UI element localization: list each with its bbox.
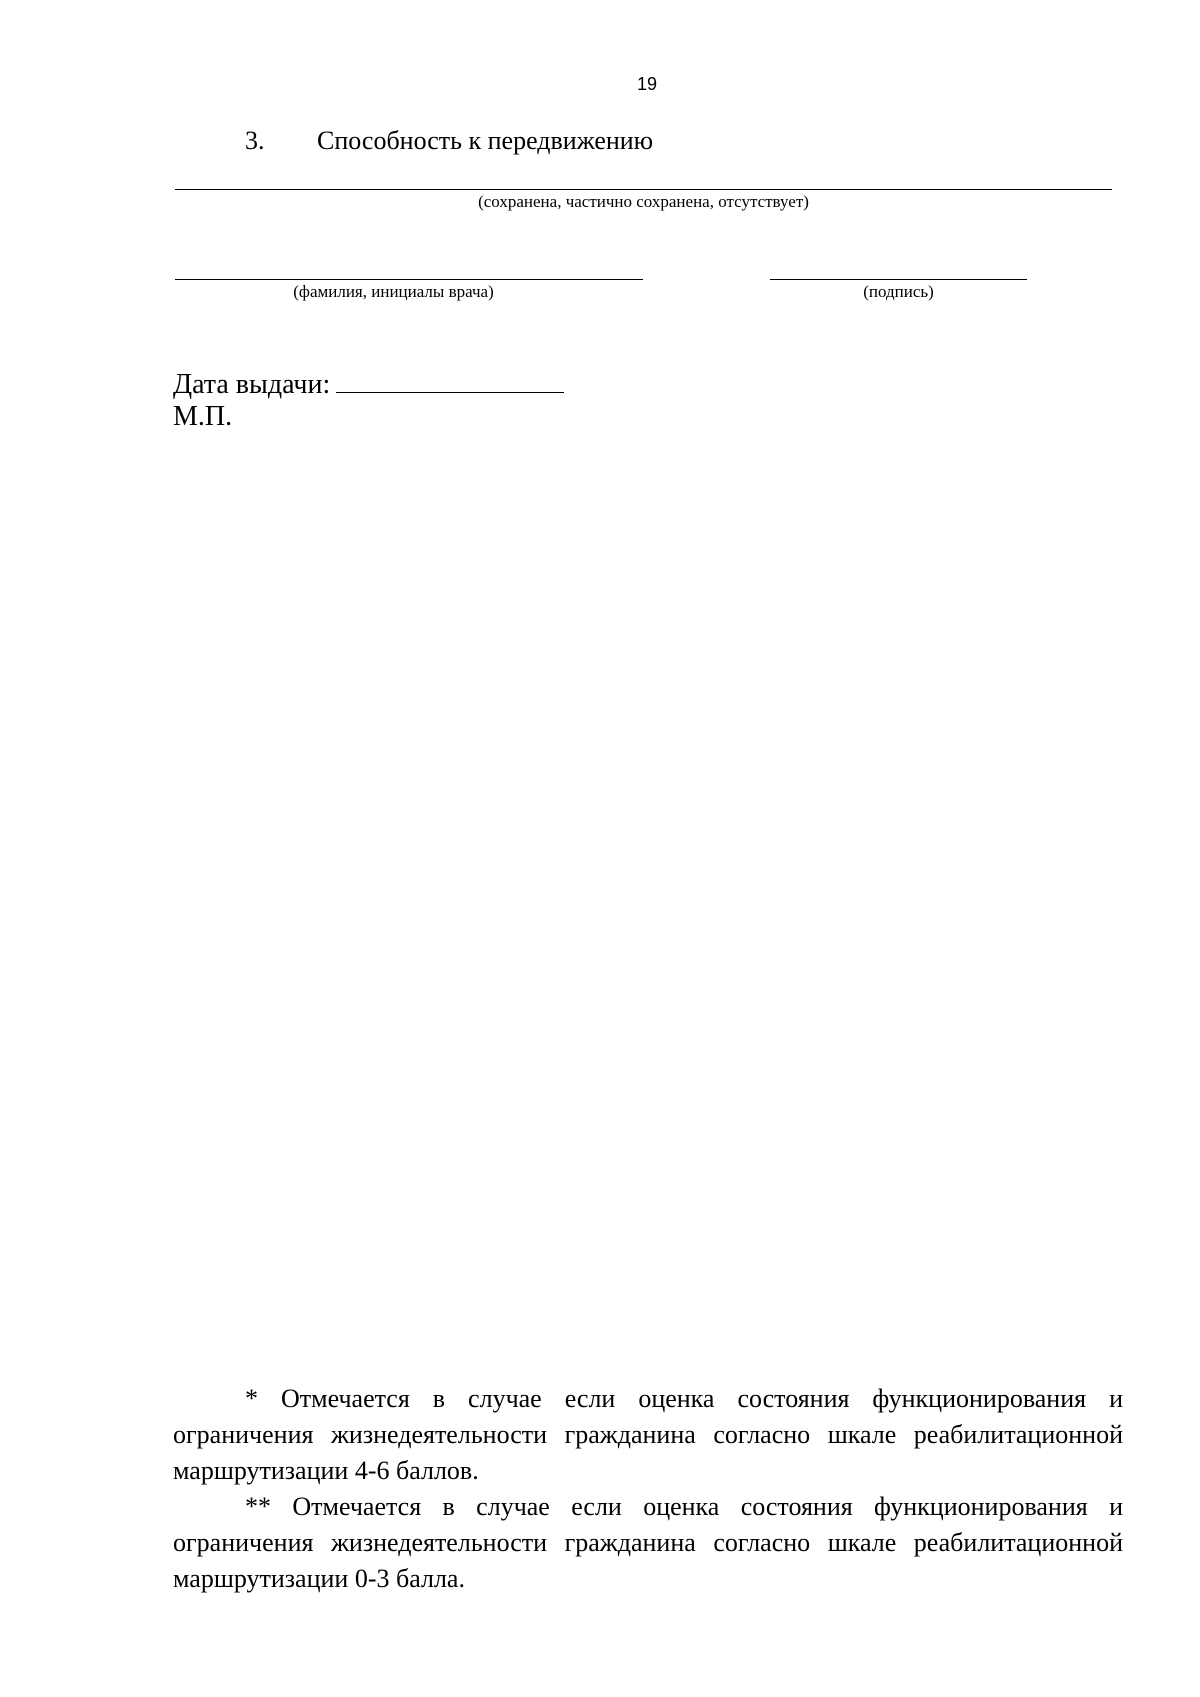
issue-date-line[interactable] bbox=[336, 368, 564, 393]
page-number: 19 bbox=[636, 74, 658, 94]
stamp-label: М.П. bbox=[173, 401, 233, 432]
issue-date bbox=[173, 368, 564, 401]
doctor-caption: (фамилия, инициалы врача) bbox=[293, 282, 494, 301]
mobility-field-line[interactable] bbox=[175, 189, 1112, 190]
section-title: Способность к передвижению bbox=[317, 126, 654, 155]
mobility-caption: (сохранена, частично сохранена, отсутствует) bbox=[478, 192, 809, 211]
footnote: * Отмечается в случае если оценка состояния функционирования и ограничения жизнедеятельности гражданина согласно шкале реабилитационной маршрутизации 4-6 баллов. bbox=[173, 1384, 1123, 1485]
section-number: 3. bbox=[245, 126, 265, 155]
issue-date-label: Дата выдачи: bbox=[173, 369, 331, 400]
doctor-name-line[interactable] bbox=[175, 279, 643, 280]
footnotes bbox=[173, 1381, 1123, 1597]
signature-caption: (подпись) bbox=[863, 282, 934, 301]
signature-line[interactable] bbox=[770, 279, 1027, 280]
footnote: ** Отмечается в случае если оценка состояния функционирования и ограничения жизнедеятельности гражданина согласно шкале реабилитационной маршрутизации 0-3 балла. bbox=[173, 1492, 1123, 1593]
